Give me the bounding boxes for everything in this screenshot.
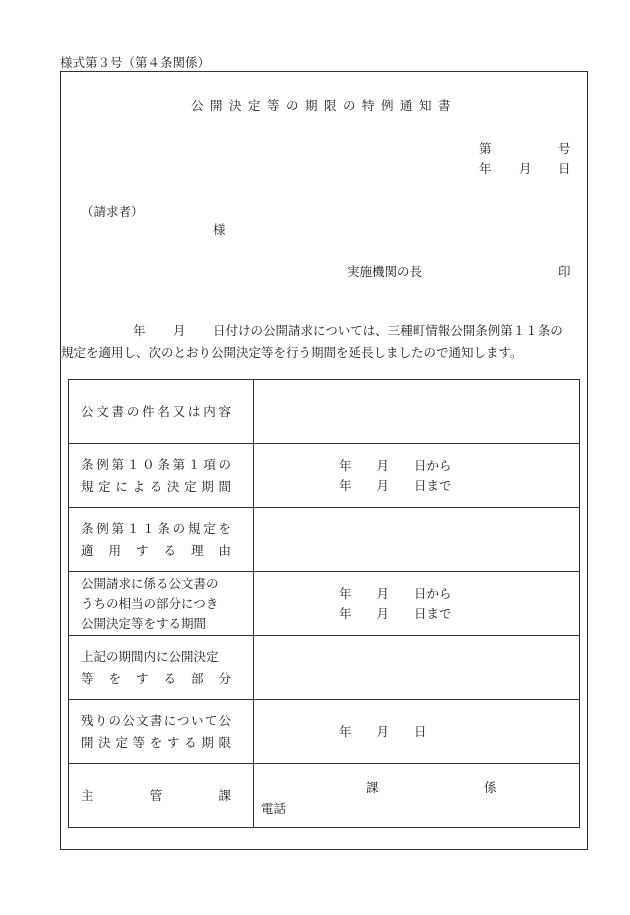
label-line: うちの相当の部分につき xyxy=(81,595,219,611)
label-line: 適用する理由 xyxy=(81,542,231,558)
label-line: 残りの公文書について公 xyxy=(81,712,231,728)
table-row xyxy=(69,508,580,572)
table-row xyxy=(69,700,580,764)
subject-value-cell xyxy=(254,380,580,444)
partial-scope-cell xyxy=(254,636,580,700)
deadline-date: 年 月 日 xyxy=(339,723,427,739)
period-start: 年 月 日から xyxy=(339,585,452,601)
document-title: 公開決定等の期限の特例通知書 xyxy=(190,98,457,113)
label-line: 公開請求に係る公文書の xyxy=(81,575,219,591)
department-cell xyxy=(254,764,580,828)
sender-title: 実施機関の長 xyxy=(347,264,423,279)
section-label: 課 xyxy=(366,780,379,795)
label-line: 規定による決定期間 xyxy=(81,478,231,494)
number-prefix: 第 xyxy=(479,141,492,156)
body-text-line2: 規定を適用し、次のとおり公開決定等を行う期間を延長しましたので通知します。 xyxy=(61,345,523,360)
label-line: 公開決定等をする期間 xyxy=(81,615,207,631)
row-label xyxy=(69,572,254,636)
table-row xyxy=(69,444,580,508)
phone-label: 電話 xyxy=(261,801,287,816)
period-end: 年 月 日まで xyxy=(339,605,452,621)
remaining-deadline-cell xyxy=(254,700,580,764)
row-label xyxy=(69,764,254,828)
period-end: 年 月 日まで xyxy=(339,477,452,493)
seal-mark: 印 xyxy=(558,264,571,279)
label-line: 上記の期間内に公開決定 xyxy=(81,648,219,664)
label-line: 条例第１１条の規定を xyxy=(81,520,231,536)
label-line: 等をする部分 xyxy=(81,670,231,686)
table-row xyxy=(69,380,580,444)
row-label xyxy=(69,700,254,764)
date-month: 月 xyxy=(519,161,532,176)
row-label xyxy=(69,508,254,572)
details-table xyxy=(68,379,580,828)
table-row xyxy=(69,572,580,636)
body-text-line1: 日付けの公開請求については、三種町情報公開条例第１１条の xyxy=(213,323,563,338)
period-start: 年 月 日から xyxy=(339,457,452,473)
row-label xyxy=(69,636,254,700)
table-row xyxy=(69,636,580,700)
date-year: 年 xyxy=(479,161,492,176)
row-label xyxy=(69,444,254,508)
body-year: 年 xyxy=(133,323,146,338)
notice-form-frame xyxy=(60,71,588,850)
form-number-label: 様式第３号（第４条関係） xyxy=(60,55,211,70)
label-line: 公文書の件名又は内容 xyxy=(81,403,231,419)
subsection-label: 係 xyxy=(484,780,497,795)
partial-period-cell xyxy=(254,572,580,636)
label-line: 主管課 xyxy=(81,787,231,803)
number-suffix: 号 xyxy=(558,141,571,156)
requester-label: （請求者） xyxy=(81,204,144,219)
label-line: 条例第１０条第１項の xyxy=(81,456,231,472)
decision-period-cell xyxy=(254,444,580,508)
reason-value-cell xyxy=(254,508,580,572)
body-month: 月 xyxy=(173,323,186,338)
honorific-sama: 様 xyxy=(213,222,226,237)
label-line: 開決定等をする期限 xyxy=(81,734,231,750)
row-label xyxy=(69,380,254,444)
date-day: 日 xyxy=(558,161,571,176)
table-row xyxy=(69,764,580,828)
